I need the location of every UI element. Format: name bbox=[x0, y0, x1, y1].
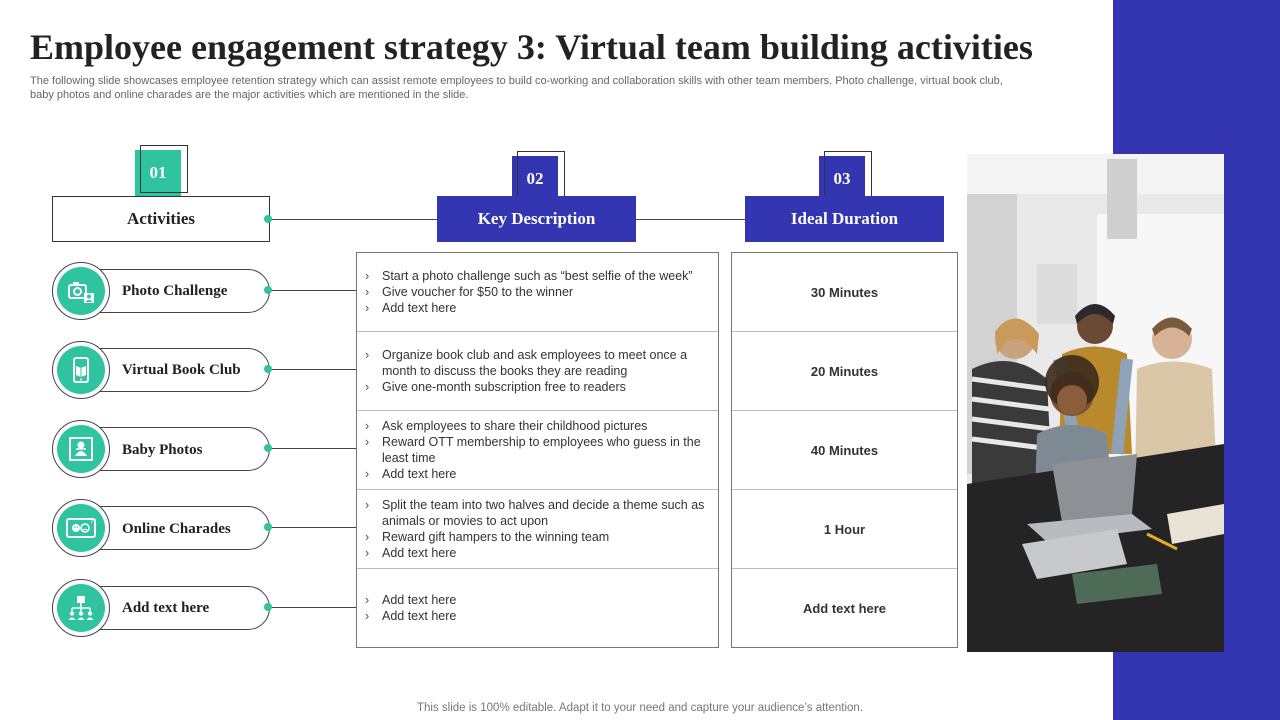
duration-cell: 40 Minutes bbox=[732, 411, 957, 490]
connector-dot bbox=[264, 603, 272, 611]
charades-screen-icon bbox=[65, 513, 97, 543]
activity-icon-badge bbox=[52, 262, 110, 320]
description-cell bbox=[357, 490, 718, 569]
header-ideal-duration: Ideal Duration bbox=[745, 196, 944, 242]
description-bullet: › Split the team into two halves and decide a theme such as animals or movies to act upon bbox=[365, 497, 708, 529]
camera-photo-icon bbox=[66, 276, 96, 306]
description-bullet: › Organize book club and ask employees to meet once a month to discuss the books they are reading bbox=[365, 347, 708, 379]
row-connector-line bbox=[270, 290, 356, 291]
header-key-description: Key Description bbox=[437, 196, 636, 242]
description-cell bbox=[357, 253, 718, 332]
column-number-02: 02 bbox=[512, 156, 558, 202]
row-connector-line bbox=[270, 607, 356, 608]
duration-cell: 20 Minutes bbox=[732, 332, 957, 411]
duration-cell: 30 Minutes bbox=[732, 253, 957, 332]
baby-photo-icon bbox=[66, 434, 96, 464]
description-cell bbox=[357, 569, 718, 647]
connector-dot bbox=[264, 523, 272, 531]
page-title: Employee engagement strategy 3: Virtual team building activities bbox=[30, 27, 1033, 67]
activity-label-virtual-book-club: Virtual Book Club bbox=[122, 362, 241, 378]
row-connector-line bbox=[270, 369, 356, 370]
activity-icon-badge bbox=[52, 579, 110, 637]
footer-note: This slide is 100% editable. Adapt it to your need and capture your audience’s attention. bbox=[416, 702, 864, 714]
connector-dot bbox=[264, 215, 272, 223]
description-bullet: › Add text here bbox=[365, 592, 708, 608]
svg-text:?: ? bbox=[90, 519, 94, 526]
team-hierarchy-icon bbox=[66, 593, 96, 623]
team-photo bbox=[967, 154, 1224, 652]
description-cell bbox=[357, 411, 718, 490]
ideal-duration-table bbox=[731, 252, 958, 648]
description-bullet: › Add text here bbox=[365, 608, 708, 624]
column-number-03: 03 bbox=[819, 156, 865, 202]
column-number-01: 01 bbox=[135, 150, 181, 196]
description-bullet: › Reward OTT membership to employees who guess in the least time bbox=[365, 434, 708, 466]
key-description-table bbox=[356, 252, 719, 648]
description-bullet: › Add text here bbox=[365, 545, 708, 561]
page-subtitle: The following slide showcases employee retention strategy which can assist remote employees to build co-working and collaboration skills with other team members. Photo challenge, virtual book club, baby photos and online charades are the major activities which are mentioned in the slide. bbox=[30, 75, 1003, 101]
description-bullet: › Ask employees to share their childhood pictures bbox=[365, 418, 708, 434]
activity-label-baby-photos: Baby Photos bbox=[122, 442, 203, 458]
connector-dot bbox=[264, 444, 272, 452]
description-bullet: › Reward gift hampers to the winning team bbox=[365, 529, 708, 545]
activity-label-add-text: Add text here bbox=[122, 600, 210, 616]
activity-icon-badge bbox=[52, 341, 110, 399]
description-bullet: › Start a photo challenge such as “best selfie of the week” bbox=[365, 268, 708, 284]
phone-book-icon bbox=[66, 355, 96, 385]
connector-dot bbox=[264, 286, 272, 294]
header-connector-line bbox=[270, 219, 437, 220]
description-bullet: › Give voucher for $50 to the winner bbox=[365, 284, 708, 300]
duration-cell: Add text here bbox=[802, 600, 887, 616]
activity-label-photo-challenge: Photo Challenge bbox=[122, 283, 228, 299]
header-connector-line bbox=[636, 219, 745, 220]
description-cell bbox=[357, 332, 718, 411]
duration-cell: 1 Hour bbox=[732, 490, 957, 569]
row-connector-line bbox=[270, 448, 356, 449]
description-bullet: › Add text here bbox=[365, 300, 708, 316]
header-activities: Activities bbox=[52, 196, 270, 242]
description-bullet: › Give one-month subscription free to readers bbox=[365, 379, 708, 395]
activity-icon-badge bbox=[52, 499, 110, 557]
activity-icon-badge bbox=[52, 420, 110, 478]
activity-label-online-charades: Online Charades bbox=[122, 521, 231, 537]
description-bullet: › Add text here bbox=[365, 466, 708, 482]
connector-dot bbox=[264, 365, 272, 373]
row-connector-line bbox=[270, 527, 356, 528]
